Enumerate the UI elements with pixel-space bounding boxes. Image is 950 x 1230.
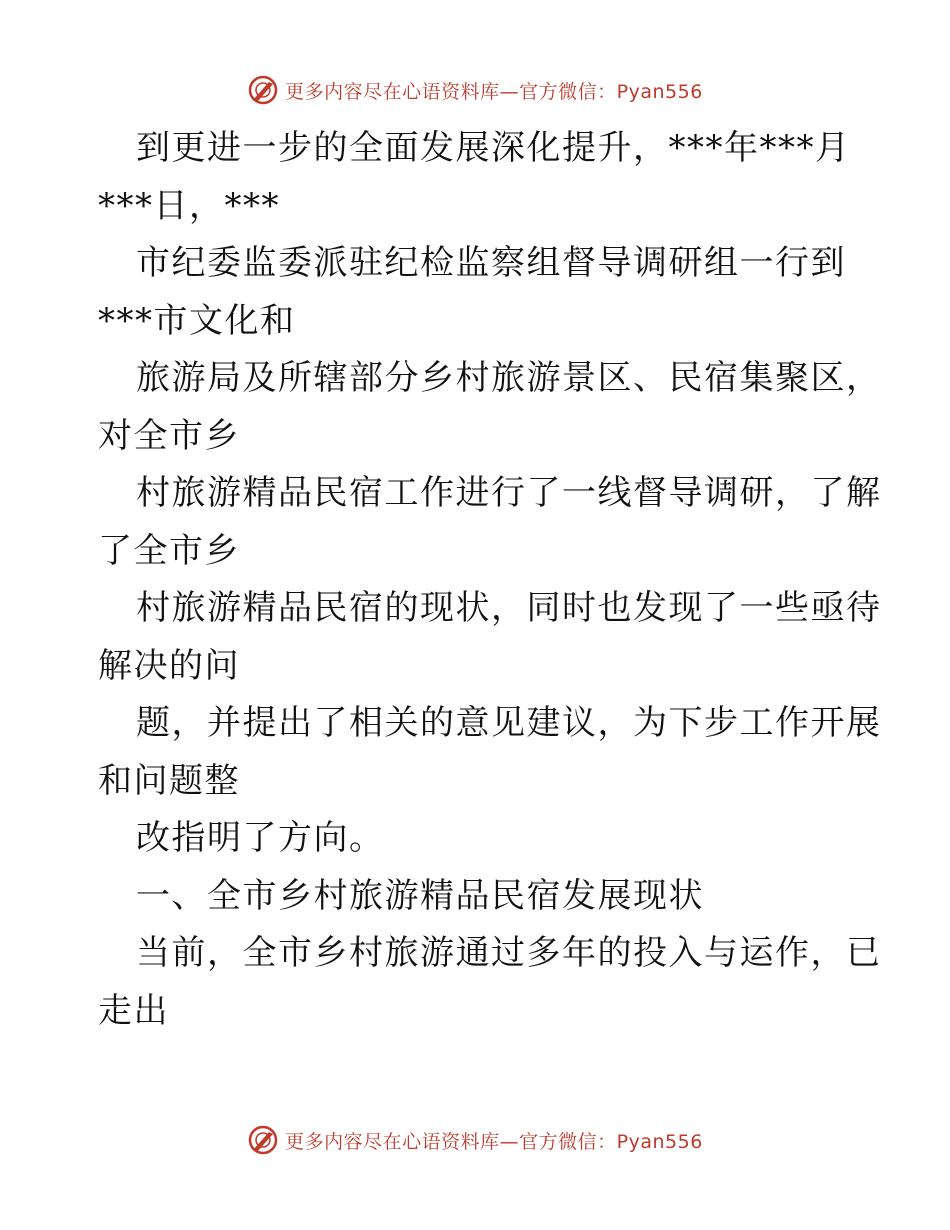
text-line: 旅游局及所辖部分乡村旅游景区、民宿集聚区， <box>136 358 882 398</box>
document-body <box>98 120 882 1040</box>
text-line: 改指明了方向。 <box>136 818 385 858</box>
text-line: 题，并提出了相关的意见建议，为下步工作开展 <box>136 703 882 743</box>
text-line: ***日，*** <box>98 185 280 226</box>
pen-logo-icon <box>247 74 279 106</box>
text-line: 市纪委监委派驻纪检监察组督导调研组一行到 <box>136 243 846 283</box>
header-banner-text: 更多内容尽在心语资料库—官方微信：Pyan556 <box>285 80 703 103</box>
text-line: 走出 <box>98 990 169 1031</box>
text-line: 和问题整 <box>98 760 240 801</box>
pen-logo-icon <box>247 1124 279 1156</box>
text-line: 当前，全市乡村旅游通过多年的投入与运作，已 <box>136 933 882 973</box>
text-line: 解决的问 <box>98 645 240 686</box>
footer-banner <box>0 1120 950 1160</box>
text-line: 一、全市乡村旅游精品民宿发展现状 <box>136 875 704 916</box>
header-banner <box>0 70 950 110</box>
text-line: 村旅游精品民宿工作进行了一线督导调研，了解 <box>136 473 882 513</box>
footer-banner-text: 更多内容尽在心语资料库—官方微信：Pyan556 <box>285 1130 703 1153</box>
text-line: 对全市乡 <box>98 415 240 456</box>
text-line: 村旅游精品民宿的现状，同时也发现了一些亟待 <box>136 588 882 628</box>
text-line: 到更进一步的全面发展深化提升，***年***月 <box>136 128 851 168</box>
text-line: ***市文化和 <box>98 300 296 341</box>
text-line: 了全市乡 <box>98 530 240 571</box>
